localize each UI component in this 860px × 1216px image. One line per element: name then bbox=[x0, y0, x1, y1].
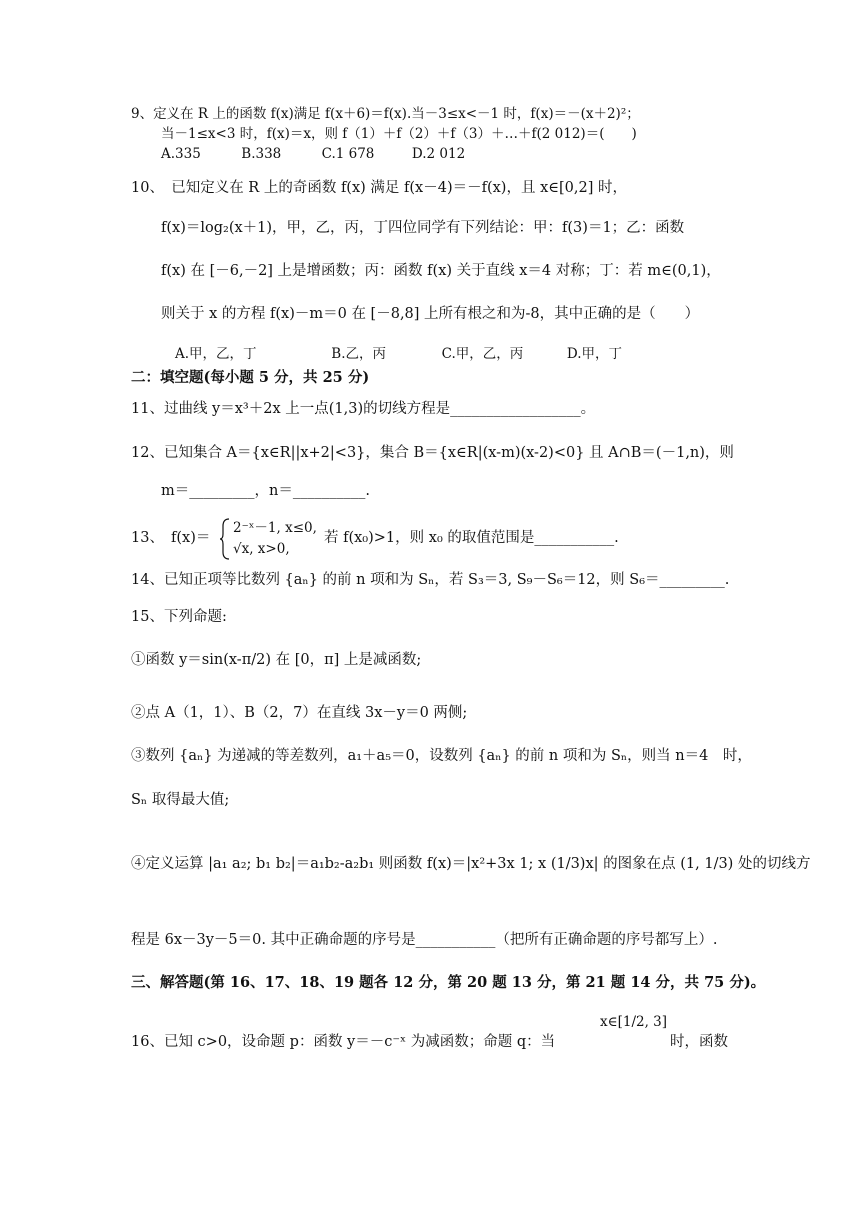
q13-number: 13、 bbox=[131, 530, 164, 546]
q13-suffix: 若 f(x₀)>1，则 x₀ 的取值范围是___________. bbox=[324, 530, 619, 546]
q15-item1: ①函数 y＝sin(x-π/2) 在 [0，π] 上是减函数; bbox=[131, 652, 422, 668]
q16-tail: 时，函数 bbox=[670, 1034, 728, 1050]
q10-option-a: A.甲，乙，丁 bbox=[175, 346, 257, 362]
q10-option-c: C.甲，乙，丙 bbox=[441, 346, 524, 362]
q9-line1: 9、定义在 R 上的函数 f(x)满足 f(x＋6)＝f(x).当－3≤x<－1 时，f(x)＝－(x＋2)²； bbox=[131, 106, 640, 122]
q15-item4b: 程是 6x－3y－5＝0. 其中正确命题的序号是___________（把所有正确命题的序号都写上）. bbox=[131, 932, 718, 948]
q15-item3b: Sₙ 取得最大值; bbox=[131, 792, 230, 808]
q13-case1: 2⁻ˣ－1, x≤0, bbox=[233, 520, 317, 536]
q15-item4a: ④定义运算 |a₁ a₂; b₁ b₂|＝a₁b₂-a₂b₁ 则函数 f(x)＝|x²+3x 1; x (1/3)x| 的图象在点 (1, 1/3) 处的切线方 bbox=[131, 856, 811, 872]
q9-option-b: B.338 bbox=[241, 146, 282, 162]
piecewise-brace-icon bbox=[219, 518, 231, 560]
q9-option-a: A.335 bbox=[161, 146, 201, 162]
section3-heading: 三、解答题(第 16、17、18、19 题各 12 分，第 20 题 13 分，第 21 题 14 分，共 75 分)。 bbox=[131, 974, 766, 991]
q13-case2: √x, x>0, bbox=[233, 541, 290, 557]
section2-heading: 二：填空题(每小题 5 分，共 25 分) bbox=[131, 369, 370, 386]
q9-line2: 当－1≤x<3 时，f(x)＝x，则 f（1）＋f（2）＋f（3）＋…＋f(2 012)＝( ) bbox=[161, 126, 637, 142]
q16-domain: x∈[1/2, 3] bbox=[600, 1014, 668, 1030]
q12-line1: 12、已知集合 A＝{x∈R||x+2|<3}，集合 B＝{x∈R|(x-m)(x-2)<0} 且 A∩B＝(－1,n)，则 bbox=[131, 445, 734, 461]
q10-option-d: D.甲，丁 bbox=[566, 346, 623, 362]
q9-option-c: C.1 678 bbox=[321, 146, 375, 162]
q10-options bbox=[175, 344, 622, 364]
q15-item3a: ③数列 {aₙ} 为递减的等差数列，a₁＋a₅＝0，设数列 {aₙ} 的前 n 项和为 Sₙ，则当 n＝4 时， bbox=[131, 748, 752, 764]
q9-option-d: D.2 012 bbox=[411, 146, 466, 162]
q10-line3: f(x) 在 [－6,－2] 上是增函数；丙：函数 f(x) 关于直线 x＝4 对称；丁：若 m∈(0,1)， bbox=[161, 263, 721, 279]
q10-line2: f(x)＝log₂(x＋1)，甲，乙，丙，丁四位同学有下列结论：甲：f(3)＝1；乙：函数 bbox=[161, 220, 685, 236]
q9-options bbox=[161, 144, 465, 164]
q15-intro: 15、下列命题: bbox=[131, 609, 227, 625]
q10-line1: 10、 已知定义在 R 上的奇函数 f(x) 满足 f(x－4)＝－f(x)，且 x∈[0,2] 时， bbox=[131, 180, 627, 196]
q10-option-b: B.乙，丙 bbox=[331, 346, 387, 362]
q16-text: 16、已知 c>0，设命题 p：函数 y＝－c⁻ˣ 为减函数；命题 q：当 bbox=[131, 1034, 556, 1050]
q12-line2: m＝_________，n＝__________. bbox=[161, 483, 370, 499]
q13-function: f(x)＝ bbox=[171, 530, 211, 546]
q14-text: 14、已知正项等比数列 {aₙ} 的前 n 项和为 Sₙ，若 S₃＝3, S₉－S₆＝12，则 S₆＝_________. bbox=[131, 572, 730, 588]
q10-line4: 则关于 x 的方程 f(x)－m＝0 在 [－8,8] 上所有根之和为-8，其中正确的是（ ） bbox=[161, 306, 700, 322]
q11-text: 11、过曲线 y＝x³＋2x 上一点(1,3)的切线方程是__________________。 bbox=[131, 401, 596, 417]
q15-item2: ②点 A（1，1）、B（2，7）在直线 3x－y＝0 两侧; bbox=[131, 705, 468, 721]
